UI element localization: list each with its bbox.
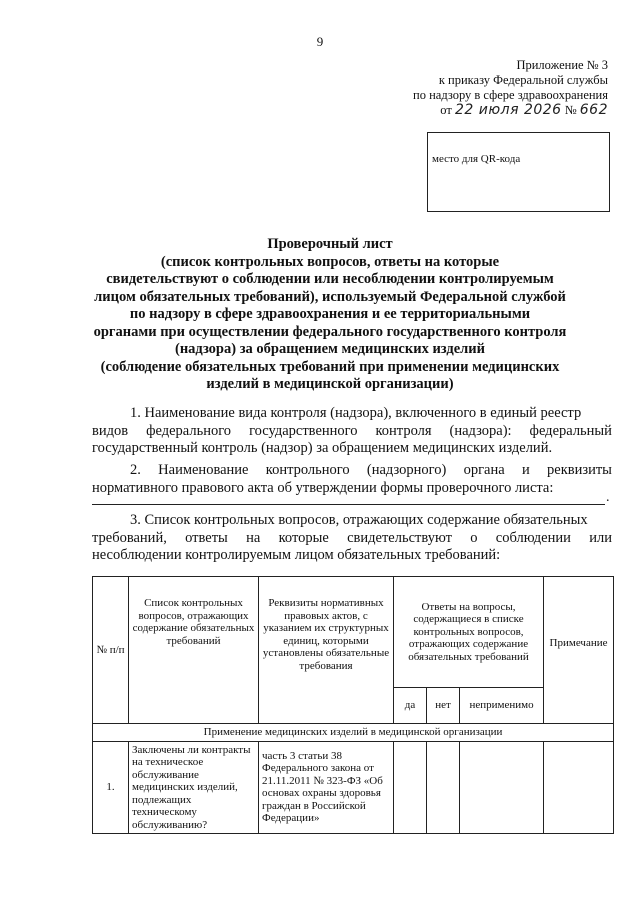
title-line: (список контрольных вопросов, ответы на которые — [160, 253, 500, 270]
section-title: Применение медицинских изделий в медицинской организации — [93, 724, 614, 742]
title-line: изделий в медицинской организации) — [206, 376, 454, 392]
paragraph-question-list — [92, 512, 612, 565]
title-line: (надзора) за обращением медицинских изделий — [175, 341, 485, 357]
word: (надзорного) — [366, 462, 447, 478]
word: органа — [463, 462, 505, 478]
blank-end-period: . — [606, 490, 610, 505]
paragraph-control-body — [92, 462, 612, 497]
word: федерального — [146, 422, 232, 439]
table-header-row — [93, 577, 614, 688]
word: на — [246, 529, 261, 546]
word: свидетельствуют — [347, 529, 452, 546]
date-prefix: от — [440, 103, 452, 117]
word: соблюдении — [495, 529, 571, 546]
date-handwritten: 22 июля 2026 — [454, 102, 562, 118]
header-answers: Ответы на вопросы, содержащиеся в списке контрольных вопросов, отражающих содержание обязательных требований — [394, 577, 544, 688]
appendix-title: Приложение № 3 — [516, 58, 608, 72]
page-number: 9 — [316, 34, 324, 49]
header-questions: Список контрольных вопросов, отражающих содержание обязательных требований — [129, 577, 259, 724]
word: или — [589, 529, 612, 546]
appendix-date-line — [328, 103, 608, 118]
number-handwritten: 662 — [579, 102, 608, 118]
row-requisite: часть 3 статьи 38 Федерального закона от 21.11.2011 № 323-ФЗ «Об основах охраны здоровья граждан в Российской Федерации» — [259, 741, 394, 834]
table-section-row — [93, 724, 614, 742]
header-requisites: Реквизиты нормативных правовых актов, с указанием их структурных единиц, которыми установлены обязательные требования — [259, 577, 394, 724]
number-sign: № — [564, 103, 577, 117]
word: Наименование — [158, 462, 249, 478]
paragraph-line — [92, 423, 612, 441]
row-answer-yes[interactable] — [394, 741, 427, 834]
row-question: Заключены ли контракты на техническое обслуживание медицинских изделий, подлежащих техническому обслуживанию? — [129, 741, 259, 834]
appendix-agency-line: по надзору в сфере здравоохранения — [413, 88, 608, 102]
word: требований, — [92, 529, 167, 546]
checklist-table — [92, 576, 614, 834]
word: контроля — [375, 422, 432, 439]
paragraph-line: несоблюдении контролируемым лицом обязательных требований: — [92, 547, 501, 563]
word: которые — [278, 529, 329, 546]
title-line: свидетельствуют о соблюдении или несоблюдении контролируемым — [106, 271, 554, 287]
row-answer-not-applicable[interactable] — [460, 741, 544, 834]
title-line: по надзору в сфере здравоохранения и ее территориальными — [129, 306, 531, 322]
title-line: (соблюдение обязательных требований при применении медицинских — [100, 358, 560, 375]
word: и — [521, 462, 530, 478]
word: государственного — [249, 422, 358, 439]
appendix-order-line: к приказу Федеральной службы — [438, 73, 608, 87]
row-answer-no[interactable] — [427, 741, 460, 834]
header-yes: да — [394, 688, 427, 724]
header-no: нет — [427, 688, 460, 724]
fill-in-blank-line — [92, 504, 605, 505]
paragraph-line: 3. Список контрольных вопросов, отражающих содержание обязательных — [130, 512, 588, 528]
word: реквизиты — [547, 462, 612, 478]
word: (надзора): — [449, 422, 512, 439]
appendix-header — [328, 58, 608, 118]
table-row — [93, 741, 614, 834]
word: ответы — [185, 529, 228, 546]
title-line: Проверочный лист — [267, 236, 393, 252]
row-notes[interactable] — [544, 741, 614, 834]
paragraph-line: 1. Наименование вида контроля (надзора), включенного в единый реестр — [130, 405, 582, 421]
header-not-applicable: неприменимо — [460, 688, 544, 724]
paragraph-line — [92, 530, 612, 548]
paragraph-line: государственный контроль (надзор) за обращением медицинских изделий. — [92, 440, 553, 456]
title-line: органами при осуществлении федерального государственного контроля — [93, 323, 567, 340]
row-number: 1. — [93, 741, 129, 834]
qr-code-label: место для QR-кода — [432, 153, 521, 165]
title-line: лицом обязательных требований), используемый Федеральной службой — [94, 288, 566, 305]
header-notes: Примечание — [544, 577, 614, 724]
word: контрольного — [265, 462, 350, 478]
word: о — [470, 529, 478, 546]
qr-code-box — [427, 132, 610, 212]
word: видов — [92, 422, 129, 439]
word: федеральный — [529, 422, 612, 439]
document-title — [50, 236, 610, 394]
paragraph-line — [92, 462, 612, 480]
paragraph-line: нормативного правового акта об утверждении формы проверочного листа: — [92, 479, 554, 496]
paragraph-control-type — [92, 405, 612, 458]
header-number: № п/п — [93, 577, 129, 724]
word: 2. — [130, 462, 141, 478]
